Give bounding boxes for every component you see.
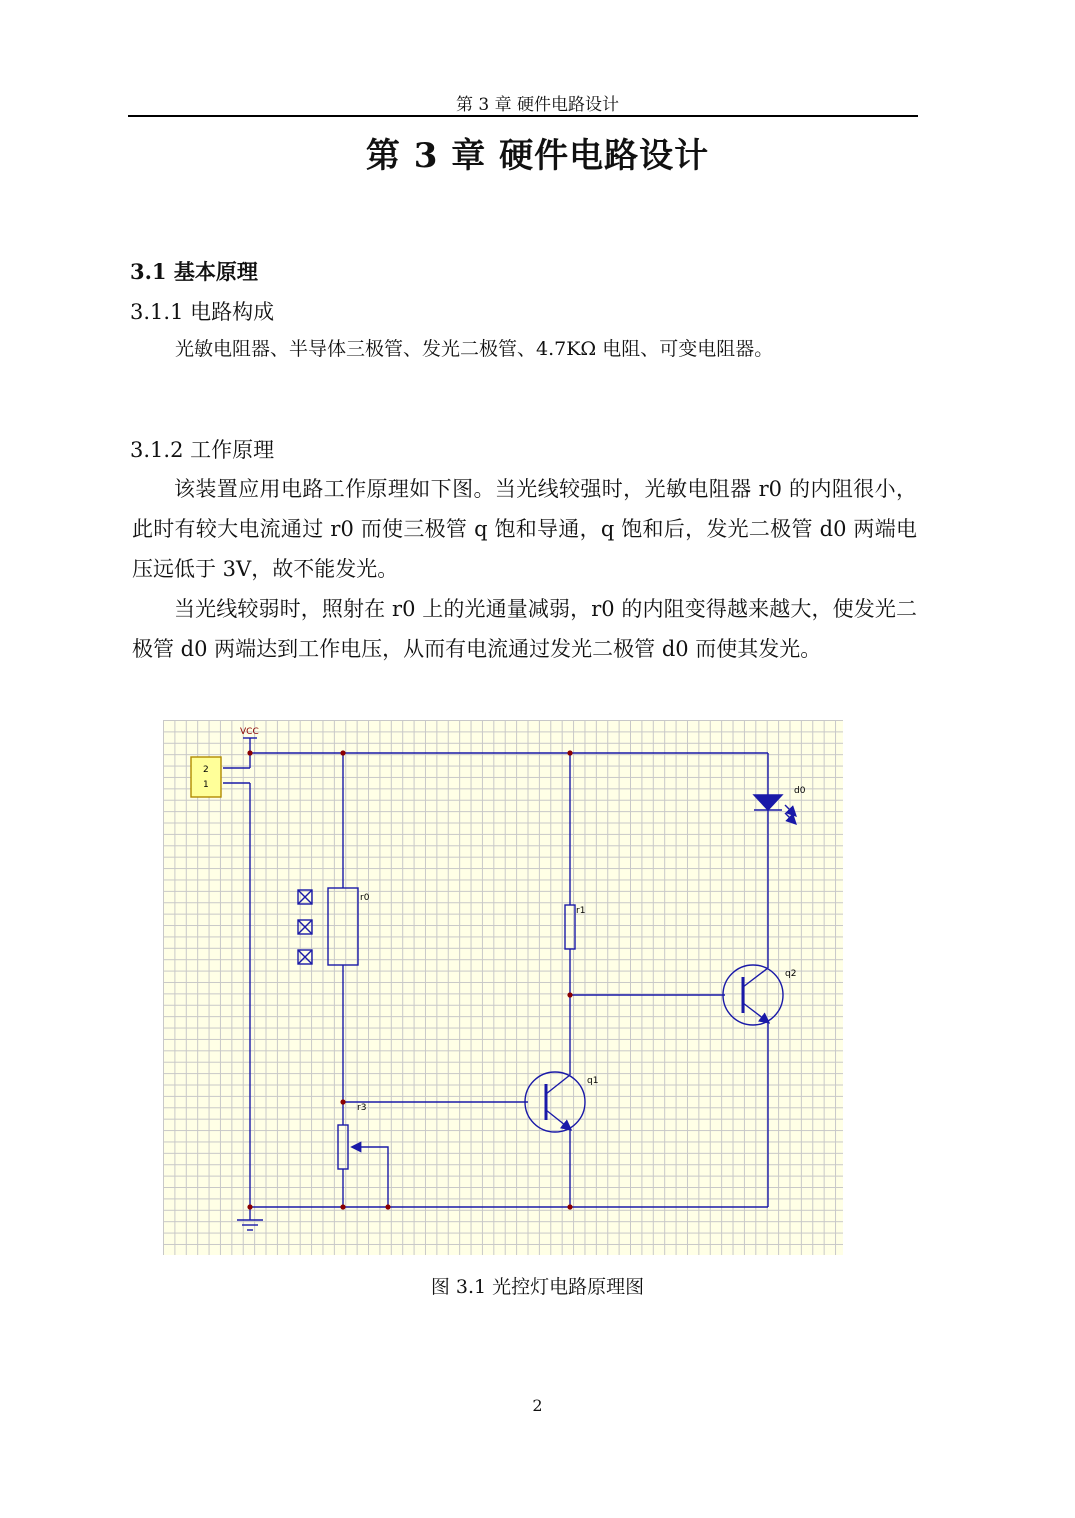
subsection-heading-3-1-1: 3.1.1 电路构成 xyxy=(130,300,275,324)
running-header: 第 3 章 硬件电路设计 xyxy=(455,95,620,115)
r0-label: r0 xyxy=(360,893,370,903)
d0-led xyxy=(754,795,782,810)
q2-label: q2 xyxy=(785,969,797,979)
d0-light-arrow-2 xyxy=(785,813,795,823)
subsection-heading-3-1-2: 3.1.2 工作原理 xyxy=(130,438,275,462)
chapter-title: 第 3 章 硬件电路设计 xyxy=(365,136,710,176)
pin2-label: 2 xyxy=(203,765,209,775)
q1-label: q1 xyxy=(587,1076,599,1086)
r1-resistor xyxy=(565,905,575,949)
pin1-label: 1 xyxy=(203,780,209,790)
r0-photoresistor xyxy=(328,888,358,965)
figure-caption: 图 3.1 光控灯电路原理图 xyxy=(430,1276,645,1298)
q1-emitter xyxy=(546,1110,570,1129)
circuit-schematic-figure xyxy=(163,720,843,1255)
r3-potentiometer xyxy=(338,1125,348,1169)
junction-dots xyxy=(247,750,572,1209)
q1-transistor xyxy=(525,1072,585,1132)
q1-collector xyxy=(546,1075,570,1094)
r3-label: r3 xyxy=(357,1103,367,1113)
light-indicator-icons xyxy=(298,890,312,964)
r1-label: r1 xyxy=(576,906,586,916)
paragraph-principle-1: 该装置应用电路工作原理如下图。当光线较强时，光敏电阻器 r0 的内阻很小，此时有较大电流通过 r0 而使三极管 q 饱和导通，q 饱和后，发光二极管 d0 两端电压远低于 3V，故不能发光。 xyxy=(132,477,917,581)
d0-label: d0 xyxy=(794,786,806,796)
page-number: 2 xyxy=(532,1396,543,1415)
section-heading-3-1: 3.1 基本原理 xyxy=(130,259,258,284)
power-connector xyxy=(191,757,221,797)
components-list: 光敏电阻器、半导体三极管、发光二极管、4.7KΩ 电阻、可变电阻器。 xyxy=(175,338,774,360)
paragraph-principle-2: 当光线较弱时，照射在 r0 上的光通量减弱，r0 的内阻变得越来越大，使发光二极管 d0 两端达到工作电压，从而有电流通过发光二极管 d0 而使其发光。 xyxy=(132,597,917,661)
vcc-label: VCC xyxy=(240,727,259,737)
circuit-schematic xyxy=(163,720,843,1255)
r3-wiper-wire xyxy=(353,1147,388,1207)
q2-emitter xyxy=(743,1003,768,1022)
d0-light-arrow-1 xyxy=(785,805,795,815)
q2-transistor xyxy=(723,965,783,1025)
q2-collector xyxy=(743,968,768,987)
header-rule xyxy=(128,115,918,117)
